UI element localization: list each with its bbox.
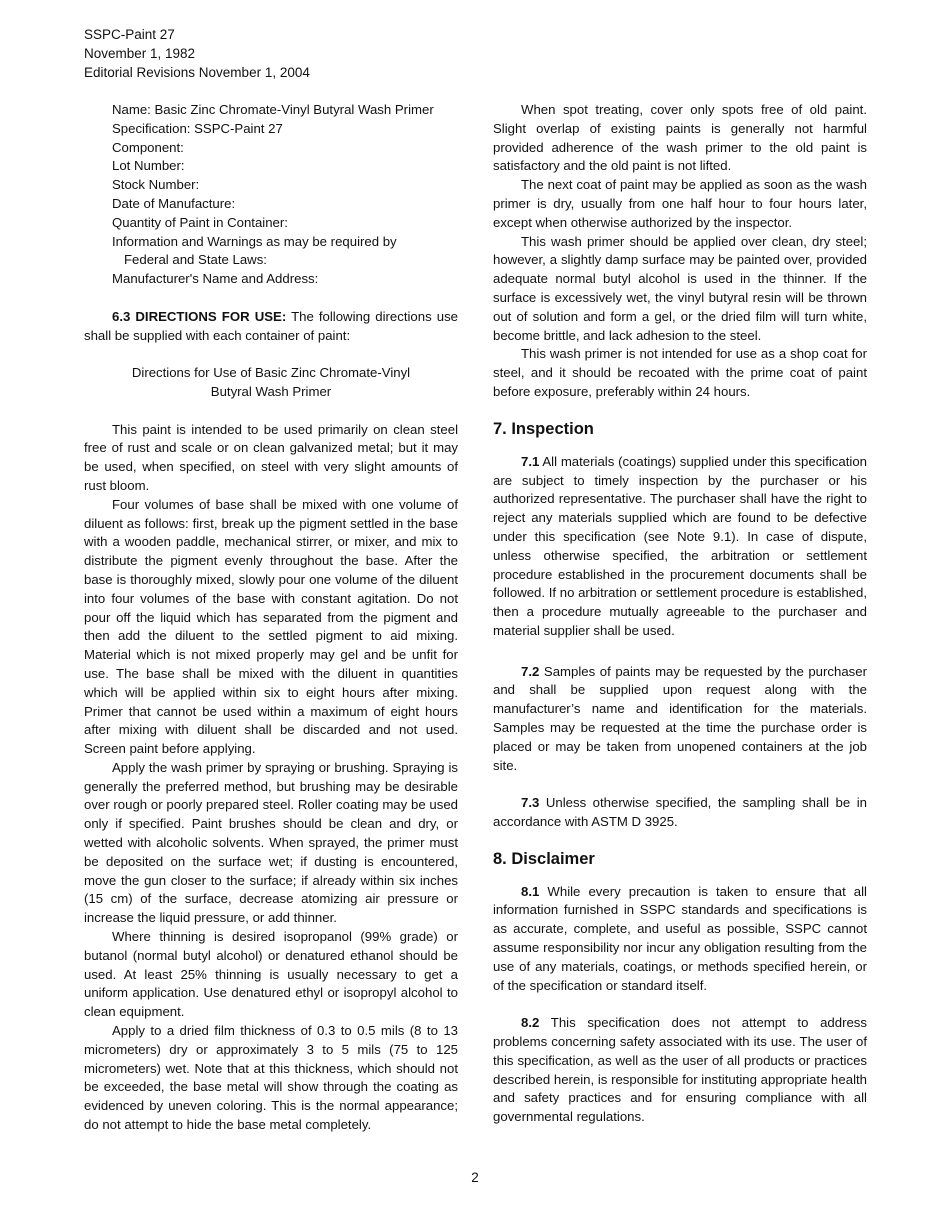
directions-paragraph: This wash primer should be applied over clean, dry steel; however, a slightly damp surface may be painted over, provided adequate normal butyl alcohol is used in the thinner. If the surface is excessively wet, the vinyl butyral resin will be thrown out of solution and form a gel, or the dried film will turn white, become brittle, and lack adhesion to the steel. bbox=[493, 233, 867, 343]
directions-paragraph: Apply the wash primer by spraying or brushing. Spraying is generally the preferred method, but brushing may be desirable over rough or poorly prepared steel. Roller coating may be used only if specified. Paint brushes should be clean and dry, or wetted with alcoholic solvents. When sprayed, the primer must be deposited on the surface wet; if dusting is encountered, move the gun closer to the surface; if already within six inches (15 cm) of the surface, decrease atomizing air pressure or increase the liquid pressure, or add thinner. bbox=[84, 759, 458, 926]
label-field: Federal and State Laws: bbox=[124, 252, 267, 268]
document-header bbox=[84, 25, 310, 82]
directions-paragraph: When spot treating, cover only spots free of old paint. Slight overlap of existing paints is generally not harmful provided adherence of the wash primer to the old paint is satisfactory and the old paint is not lifted. bbox=[493, 102, 867, 174]
page-number: 2 bbox=[471, 1170, 479, 1185]
section-6-3-paragraph: 6.3 DIRECTIONS FOR USE: The following directions use shall be supplied with each container of paint: bbox=[84, 308, 459, 343]
section-8-1: 8.1 While every precaution is taken to ensure that all information furnished in SSPC standards and specifications is as accurate, complete, and useful as possible, SSPC cannot assume responsibility nor incur any obligation resulting from the use of any materials, coatings, or methods specified herein, or of the specification or standard itself. bbox=[493, 883, 867, 993]
label-field: Name: Basic Zinc Chromate-Vinyl Butyral Wash Primer bbox=[112, 102, 434, 117]
left-column bbox=[84, 101, 458, 1135]
directions-paragraph: Apply to a dried film thickness of 0.3 to 0.5 mils (8 to 13 micrometers) dry or approximately 3 to 5 mils (75 to 125 micrometers) wet. Note that at this thickness, which should not be exceeded, the base metal will show through the coating as evidenced by uneven coloring. This is the normal appearance; do not attempt to hide the base metal completely. bbox=[84, 1023, 458, 1133]
directions-paragraph: Four volumes of base shall be mixed with one volume of diluent as follows: first, break up the pigment settled in the base with a wooden paddle, mechanical stirrer, or mixer, and mix to distribute the pigment evenly throughout the base. After the base is thoroughly mixed, slowly pour one volume of the diluent into four volumes of the base with constant agitation. Do not pour off the liquid which has separated from the pigment and then add the diluent to the settled pigment to aid mixing. Material which is not mixed properly may gel and be unfit for use. The base shall be mixed with the diluent in quantities which will be applied within six to eight hours after mixing. Primer that cannot be used within a maximum of eight hours after mixing with diluent shall be discarded and not used. Screen paint before applying. bbox=[84, 496, 458, 757]
issue-date: November 1, 1982 bbox=[84, 46, 196, 61]
label-field: Information and Warnings as may be required by bbox=[112, 233, 397, 249]
directions-paragraph: This paint is intended to be used primarily on clean steel free of rust and scale or on clean galvanized metal; but it may be used, when specified, on steel with very slight amounts of rust bloom. bbox=[84, 421, 458, 493]
label-field: Lot Number: bbox=[112, 158, 185, 174]
revision-date: Editorial Revisions November 1, 2004 bbox=[84, 65, 310, 80]
directions-subtitle-1: Directions for Use of Basic Zinc Chromate-Vinyl bbox=[131, 365, 411, 381]
section-8-2: 8.2 This specification does not attempt to address problems concerning safety associated with its use. The user of this specification, as well as the user of all products or practices described herein, is responsible for instituting appropriate health and safety practices and for ensuring compliance with all governmental regulations. bbox=[493, 1015, 867, 1125]
section-7-heading: 7. Inspection bbox=[493, 419, 594, 438]
section-8-heading: 8. Disclaimer bbox=[493, 849, 595, 868]
right-column bbox=[493, 101, 867, 1127]
spec-id: SSPC-Paint 27 bbox=[84, 27, 175, 42]
section-6-3-number: 6.3 DIRECTIONS FOR USE: bbox=[112, 308, 287, 324]
directions-paragraph: Where thinning is desired isopropanol (99% grade) or butanol (normal butyl alcohol) or denatured ethanol should be used. At least 25% thinning is usually necessary to get a uniform application. Use denatured ethyl or isopropyl alcohol to clean equipment. bbox=[84, 929, 458, 1020]
label-field: Component: bbox=[112, 139, 184, 155]
directions-paragraph: The next coat of paint may be applied as soon as the wash primer is dry, usually from one half hour to four hours later, except when otherwise authorized by the inspector. bbox=[493, 177, 867, 230]
section-7-3: 7.3 Unless otherwise specified, the sampling shall be in accordance with ASTM D 3925. bbox=[493, 795, 867, 829]
label-field: Quantity of Paint in Container: bbox=[112, 214, 288, 230]
label-field: Stock Number: bbox=[112, 177, 200, 193]
directions-paragraph: This wash primer is not intended for use as a shop coat for steel, and it should be recoated with the prime coat of paint before exposure, preferably within 24 hours. bbox=[493, 346, 867, 399]
label-fields bbox=[84, 101, 458, 289]
label-field: Specification: SSPC-Paint 27 bbox=[112, 120, 283, 136]
label-field: Date of Manufacture: bbox=[112, 195, 236, 211]
label-field: Manufacturer's Name and Address: bbox=[112, 271, 319, 287]
section-7-2: 7.2 Samples of paints may be requested by the purchaser and shall be supplied upon request along with the manufacturer’s name and identification for the materials. Samples may be requested at the time the purchase order is placed or may be taken from unopened containers at the job site. bbox=[493, 663, 867, 773]
section-7-1: 7.1 All materials (coatings) supplied under this specification are subject to timely inspection by the purchaser or his authorized representative. The purchaser shall have the right to reject any materials supplied which are found to be defective under this specification (see Note 9.1). In case of dispute, unless otherwise specified, the arbitration or settlement procedure established in the procurement documents shall be followed. If no arbitration or settlement procedure is established, then a procedure mutually agreeable to the purchaser and material supplier shall be used. bbox=[493, 453, 868, 638]
directions-subtitle-2: Butyral Wash Primer bbox=[210, 383, 332, 399]
